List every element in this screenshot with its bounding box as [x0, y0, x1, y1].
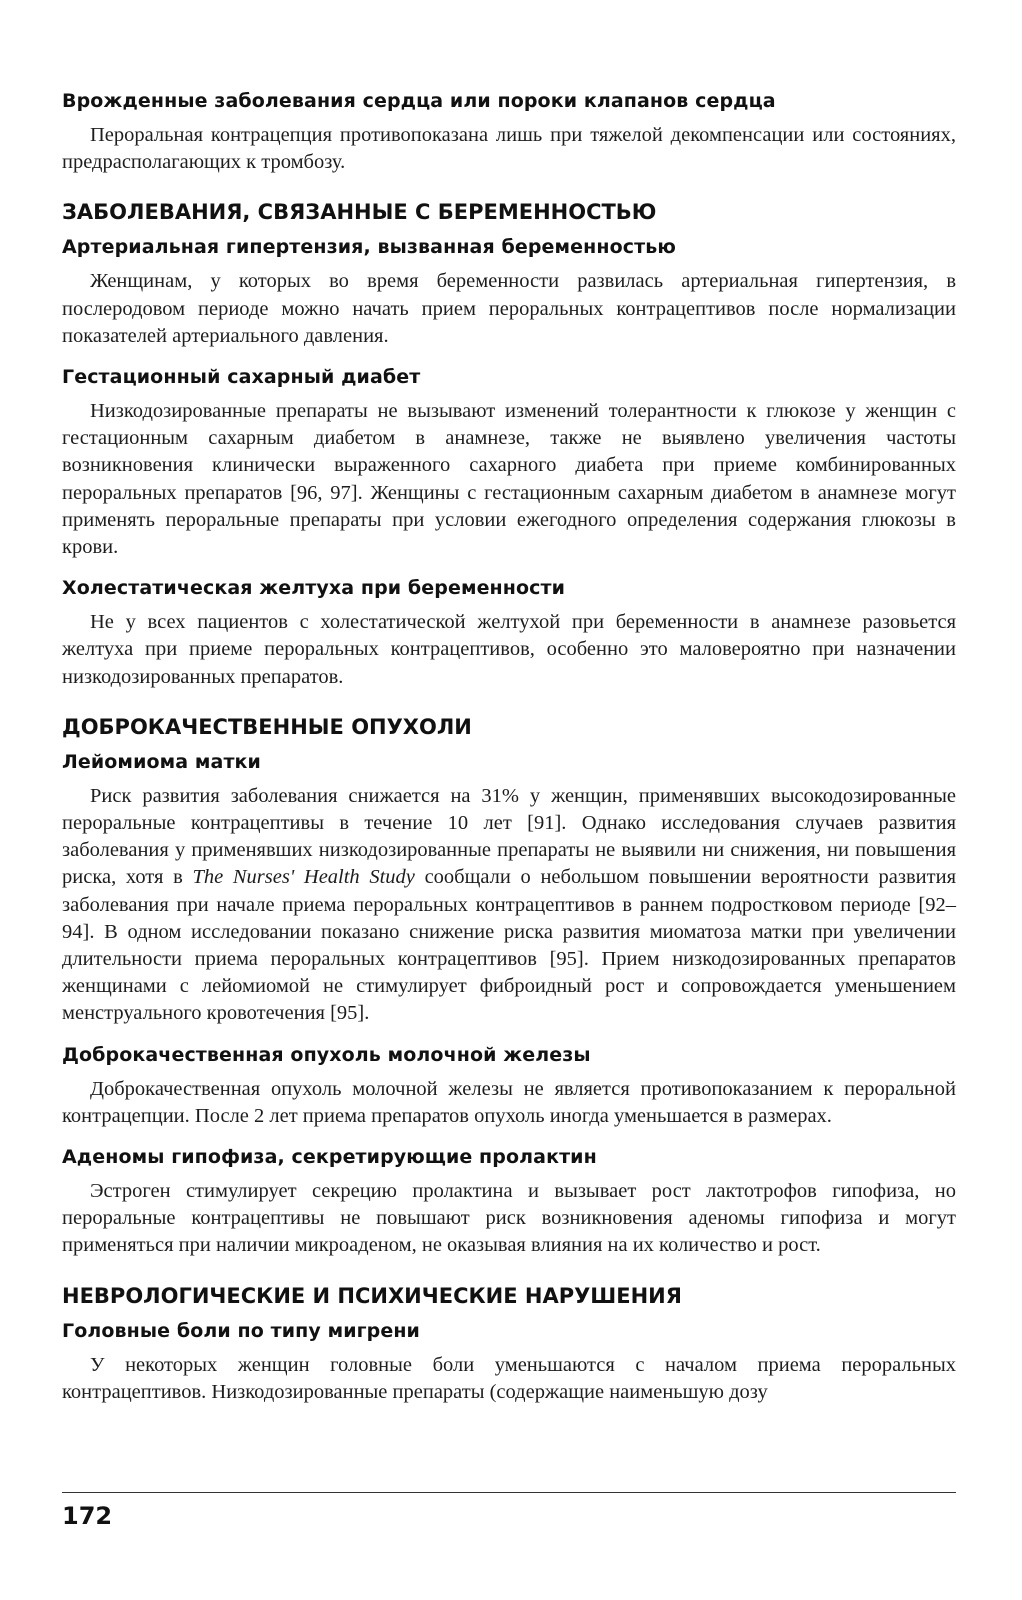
paragraph-leiomyoma	[62, 783, 956, 1028]
subheading-hypertension: Артериальная гипертензия, вызванная беременностью	[62, 236, 676, 259]
subheading-congenital-heart: Врожденные заболевания сердца или пороки клапанов сердца	[62, 90, 776, 112]
section-heading-benign-tumors: ДОБРОКАЧЕСТВЕННЫЕ ОПУХОЛИ	[62, 714, 472, 739]
paragraph-breast-tumor: Доброкачественная опухоль молочной железы не является противопоказанием к пероральной контрацепции. После 2 лет приема препаратов опухоль иногда уменьшается в размерах.	[62, 1077, 956, 1127]
footer-divider	[62, 1492, 956, 1493]
paragraph-migraine: У некоторых женщин головные боли уменьшаются с началом приема пероральных контрацептивов. Низкодозированные препараты (содержащие наименьшую дозу	[62, 1353, 956, 1403]
subheading-leiomyoma: Лейомиома матки	[62, 750, 261, 773]
paragraph-congenital-heart: Пероральная контрацепция противопоказана лишь при тяжелой декомпенсации или состояниях, предрасполагающих к тромбозу.	[62, 124, 956, 174]
subheading-pituitary-adenoma: Аденомы гипофиза, секретирующие пролактин	[62, 1146, 597, 1169]
section-heading-neuro: НЕВРОЛОГИЧЕСКИЕ И ПСИХИЧЕСКИЕ НАРУШЕНИЯ	[62, 1283, 682, 1308]
subheading-gestational-diabetes: Гестационный сахарный диабет	[62, 366, 421, 389]
paragraph-hypertension: Женщинам, у которых во время беременности развилась артериальная гипертензия, в послеродовом периоде можно начать прием пероральных контрацептивов после нормализации показателей артериального давления.	[62, 270, 956, 347]
page-number: 172	[62, 1502, 113, 1530]
paragraph-gestational-diabetes: Низкодозированные препараты не вызывают изменений толерантности к глюкозе у женщин с гестационным сахарным диабетом в анамнезе, также не выявлено увеличения частоты возникновения клинически выраженного сахарного диабета при приеме комбинированных пероральных препаратов [96, 97]. Женщины с гестационным сахарным диабетом в анамнезе могут применять пероральные препараты при условии ежегодного определения содержания глюкозы в крови.	[62, 400, 956, 559]
paragraph-leiomyoma-part-a: Риск развития заболевания снижается на 31% у женщин, применявших высокодозированные пероральные контрацептивы в течение 10 лет [91]. Однако исследования случаев развития заболевания у применявших низкодозированные препараты не выявили ни снижения, ни повышения риска, хотя в	[62, 784, 956, 889]
paragraph-cholestatic-jaundice: Не у всех пациентов с холестатической желтухой при беременности в анамнезе разовьется желтуха при приеме пероральных контрацептивов, особенно это маловероятно при назначении низкодозированных препаратов.	[62, 611, 956, 688]
page-content	[62, 88, 956, 1406]
study-title-italic: The Nurses' Health Study	[192, 866, 415, 889]
section-heading-pregnancy: ЗАБОЛЕВАНИЯ, СВЯЗАННЫЕ С БЕРЕМЕННОСТЬЮ	[62, 200, 657, 225]
subheading-cholestatic-jaundice: Холестатическая желтуха при беременности	[62, 577, 566, 600]
paragraph-pituitary-adenoma: Эстроген стимулирует секрецию пролактина и вызывает рост лактотрофов гипофиза, но пероральные контрацептивы не повышают риск возникновения аденомы гипофиза и могут применяться при наличии микроаденом, не оказывая влияния на их количество и рост.	[62, 1180, 956, 1257]
subheading-migraine: Головные боли по типу мигрени	[62, 1319, 420, 1342]
paragraph-leiomyoma-part-b: сообщали о небольшом повышении вероятности развития заболевания при начале приема пероральных контрацептивов в раннем подростковом периоде [92–94]. В одном исследовании показано снижение риска развития миоматоза матки при увеличении длительности приема пероральных контрацептивов [95]. Прием низкодозированных препаратов женщинами с лейомиомой не стимулирует фиброидный рост и сопровождается уменьшением менструального кровотечения [95].	[62, 866, 956, 1025]
subheading-breast-tumor: Доброкачественная опухоль молочной железы	[62, 1043, 591, 1066]
